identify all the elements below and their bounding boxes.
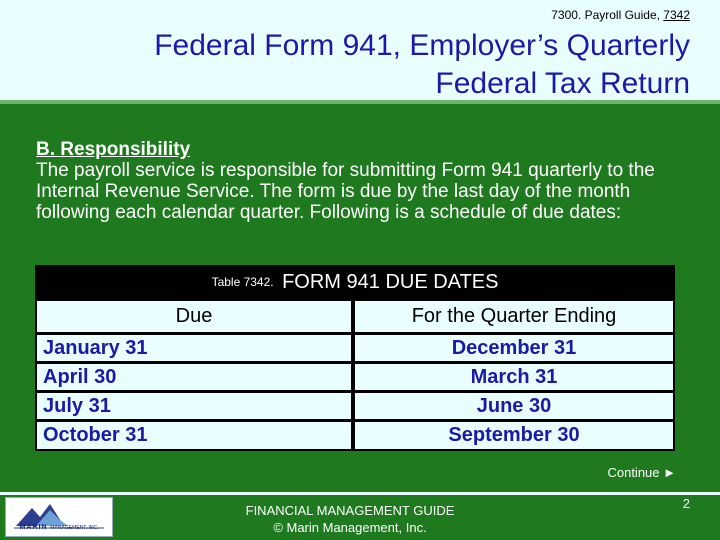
title-line-2: Federal Tax Return <box>435 67 690 100</box>
table-grid <box>37 301 673 449</box>
header-band <box>0 0 720 104</box>
section-content <box>36 139 686 223</box>
guide-reference-text: 7300. Payroll Guide, <box>551 8 664 22</box>
continue-link[interactable]: Continue ► <box>607 465 676 480</box>
footer-guide-title: FINANCIAL MANAGEMENT GUIDE <box>245 503 455 518</box>
due-dates-table <box>35 265 675 451</box>
section-heading: B. Responsibility <box>36 139 191 160</box>
header-divider <box>0 100 720 104</box>
table-caption <box>35 271 675 294</box>
logo-name: MARIN <box>19 524 48 531</box>
footer-credit <box>200 502 500 536</box>
title-line-1: Federal Form 941, Employer’s Quarterly <box>154 29 690 62</box>
footer-copyright: © Marin Management, Inc. <box>273 520 427 535</box>
table-cell-quarter-ending: March 31 <box>355 364 673 390</box>
table-title: FORM 941 DUE DATES <box>282 271 499 293</box>
table-cell-quarter-ending: September 30 <box>355 422 673 449</box>
table-cell-due: October 31 <box>37 422 351 449</box>
page-title <box>50 27 690 103</box>
column-header-due: Due <box>37 301 351 332</box>
table-cell-quarter-ending: December 31 <box>355 335 673 361</box>
logo-text <box>14 524 104 531</box>
table-cell-due: July 31 <box>37 393 351 419</box>
page-number: 2 <box>682 496 690 511</box>
table-number: Table 7342. <box>211 275 274 289</box>
table-cell-due: January 31 <box>37 335 351 361</box>
company-logo <box>5 497 113 537</box>
section-body: The payroll service is responsible for submitting Form 941 quarterly to the Internal Revenue Service. The form is due by the last day of the month following each calendar quarter. Following is a schedule of due dates: <box>36 160 655 223</box>
table-cell-quarter-ending: June 30 <box>355 393 673 419</box>
column-header-quarter-ending: For the Quarter Ending <box>355 301 673 332</box>
table-cell-due: April 30 <box>37 364 351 390</box>
footer-divider <box>0 492 720 495</box>
guide-reference-link[interactable]: 7342 <box>663 8 690 22</box>
logo-subtext: MANAGEMENT, INC. <box>50 525 99 531</box>
guide-reference <box>551 8 690 22</box>
